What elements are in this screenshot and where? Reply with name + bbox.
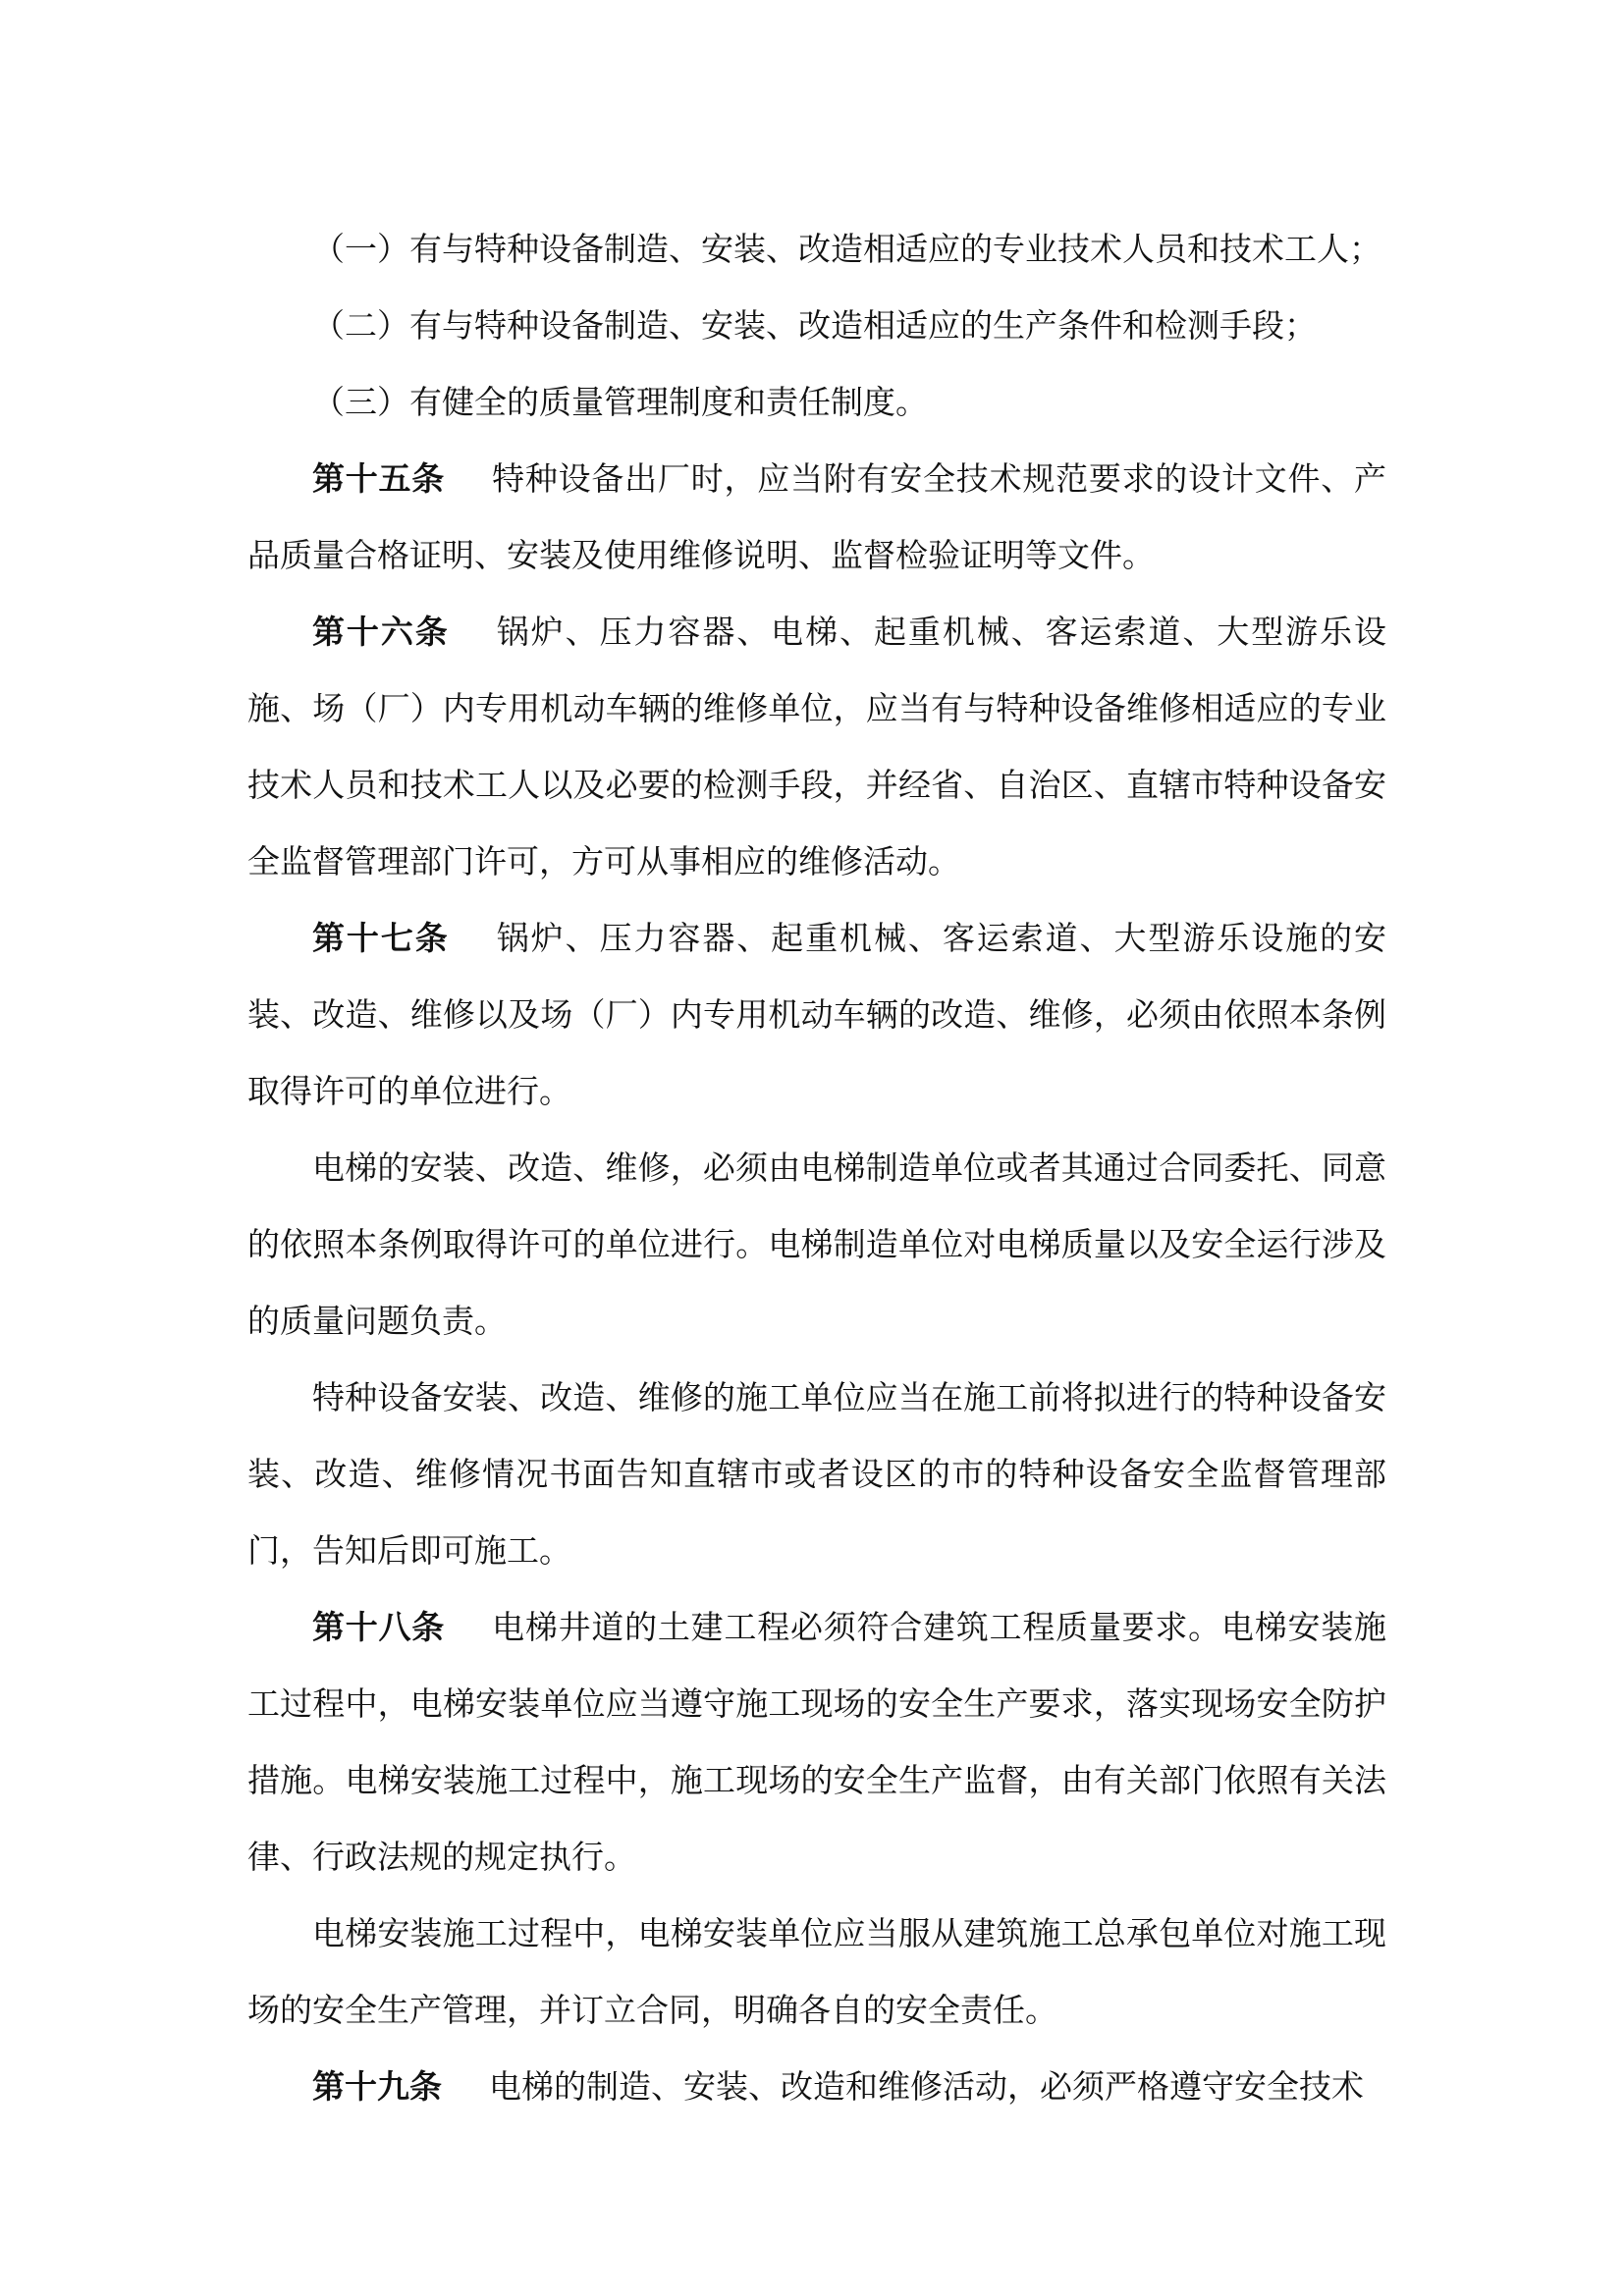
paragraph [247,1896,1386,2049]
article-number: 第十九条 [312,2067,442,2106]
paragraph-text: 电梯井道的土建工程必须符合建筑工程质量要求。电梯安装施工过程中，电梯安装单位应当遵守施工现场的安全生产要求，落实现场安全防护措施。电梯安装施工过程中，施工现场的安全生产监督，由有关部门依照有关法律、行政法规的规定执行。 [247,1608,1387,1876]
article-number: 第十八条 [312,1608,446,1646]
paragraph [247,1589,1386,1896]
paragraph-text: （三）有健全的质量管理制度和责任制度。 [312,383,928,421]
paragraph [247,364,1386,441]
article-number: 第十六条 [312,613,450,651]
paragraph [247,288,1386,364]
paragraph [247,211,1386,288]
paragraph [247,1130,1386,1360]
paragraph [247,594,1386,900]
paragraph-text: （二）有与特种设备制造、安装、改造相适应的生产条件和检测手段； [312,306,1317,345]
paragraph-text: 电梯的制造、安装、改造和维修活动，必须严格遵守安全技术 [489,2067,1364,2106]
paragraph-text: 电梯安装施工过程中，电梯安装单位应当服从建筑施工总承包单位对施工现场的安全生产管理，并订立合同，明确各自的安全责任。 [247,1914,1386,2029]
document-body [247,211,1386,2125]
paragraph [247,1360,1386,1589]
paragraph-text: 特种设备出厂时，应当附有安全技术规范要求的设计文件、产品质量合格证明、安装及使用维修说明、监督检验证明等文件。 [247,459,1387,574]
paragraph [247,2049,1386,2125]
paragraph-text: 特种设备安装、改造、维修的施工单位应当在施工前将拟进行的特种设备安装、改造、维修情况书面告知直辖市或者设区的市的特种设备安全监督管理部门，告知后即可施工。 [247,1378,1386,1570]
article-number: 第十七条 [312,919,450,957]
paragraph-text: （一）有与特种设备制造、安装、改造相适应的专业技术人员和技术工人； [312,230,1381,268]
paragraph-text: 锅炉、压力容器、电梯、起重机械、客运索道、大型游乐设施、场（厂）内专用机动车辆的维修单位，应当有与特种设备维修相适应的专业技术人员和技术工人以及必要的检测手段，并经省、自治区、直辖市特种设备安全监督管理部门许可，方可从事相应的维修活动。 [247,613,1387,881]
paragraph [247,900,1386,1130]
paragraph-text: 锅炉、压力容器、起重机械、客运索道、大型游乐设施的安装、改造、维修以及场（厂）内专用机动车辆的改造、维修，必须由依照本条例取得许可的单位进行。 [247,919,1387,1110]
paragraph-text: 电梯的安装、改造、维修，必须由电梯制造单位或者其通过合同委托、同意的依照本条例取得许可的单位进行。电梯制造单位对电梯质量以及安全运行涉及的质量问题负责。 [247,1148,1386,1340]
paragraph [247,441,1386,594]
article-number: 第十五条 [312,459,446,498]
